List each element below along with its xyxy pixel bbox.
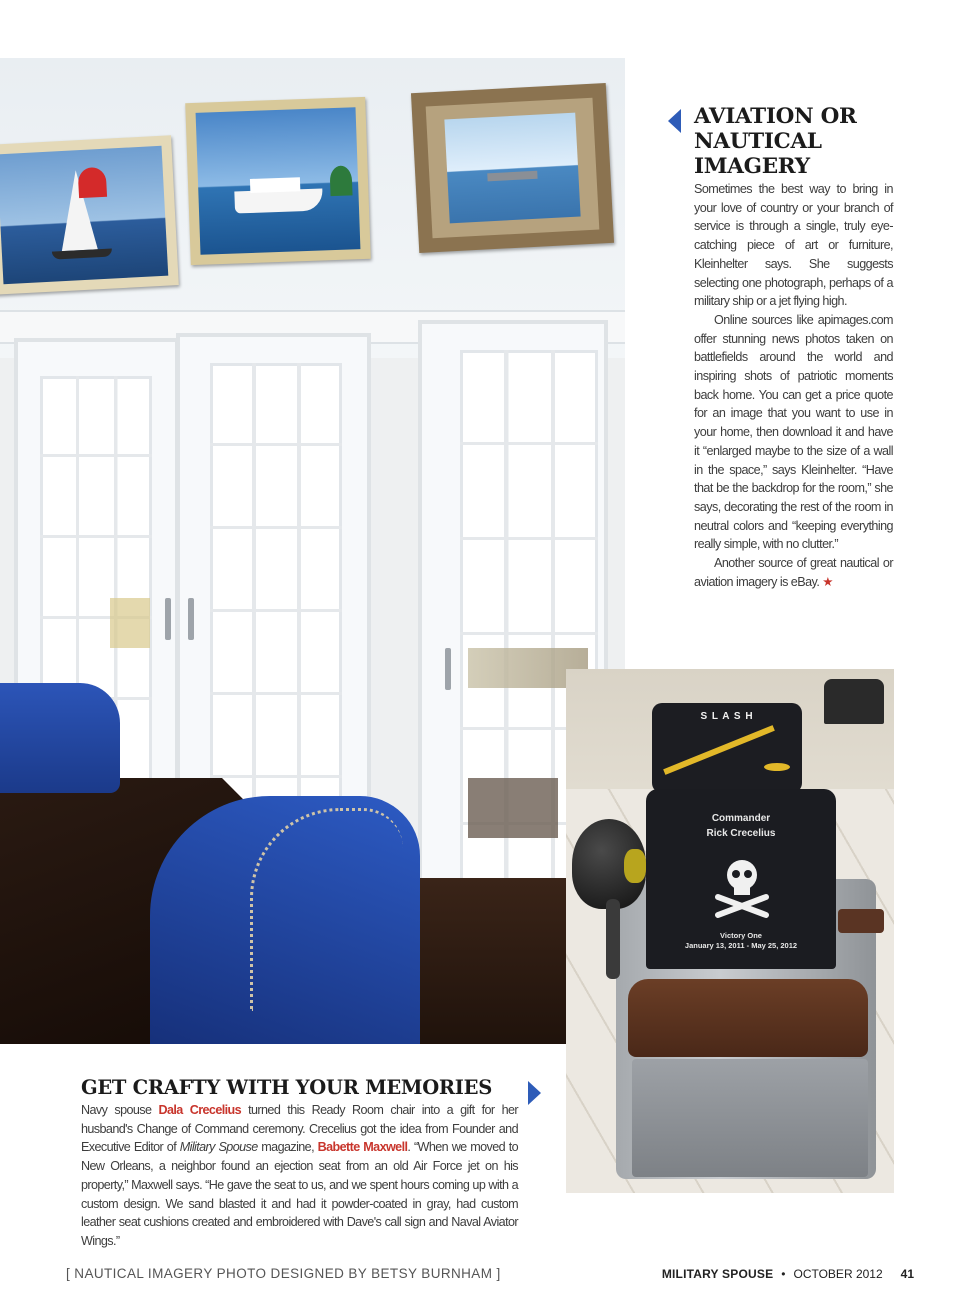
muntins — [210, 363, 342, 858]
embroidery-dates: January 13, 2011 - May 25, 2012 — [684, 941, 798, 950]
blue-chair-right — [150, 796, 420, 1044]
crafty-heading: GET CRAFTY WITH YOUR MEMORIES — [81, 1076, 492, 1099]
aviation-heading: AVIATION OR NAUTICAL IMAGERY — [694, 104, 857, 179]
nautical-interior-photo — [0, 58, 625, 1044]
ejection-seat-chair-photo — [566, 669, 894, 1193]
visor — [624, 849, 646, 883]
aviation-paragraph — [694, 554, 893, 591]
armrest — [838, 909, 884, 933]
door-handle — [188, 598, 194, 640]
magazine-title: Military Spouse — [179, 1140, 258, 1155]
aviation-paragraph: Sometimes the best way to bring in your love of country or your branch of service is through a single, truly eye-catching piece of art or furniture, Kleinhelter says. She suggests selecting one photograph, perhaps of a military ship or a jet flying high. — [694, 182, 893, 309]
aviation-last-sentence: Another source of great nautical or aviation imagery is eBay. — [694, 556, 893, 589]
embroidery-name: Rick Crecelius — [706, 828, 776, 839]
seat-base — [632, 1059, 868, 1177]
body-text: . “When we moved to New Orleans, a neighbor found an ejection seat from an old Air Force jet on his property,” Maxwell says. “He gave the seat to us, and we spent hours coming up with a custom design. We sand blasted it and had it powder-coated in gray, had custom leather seat cushions created and embroidered with Dave's call sign and Naval Aviator Wings.” — [81, 1140, 519, 1248]
highlighted-name: Babette Maxwell — [317, 1140, 408, 1155]
footer-bullet: • — [781, 1267, 786, 1281]
aviator-wings-icon — [764, 763, 790, 771]
star-icon: ★ — [822, 574, 834, 589]
embroidery-motto: Victory One — [720, 931, 762, 940]
ship-painting — [411, 83, 614, 253]
sailboat-painting — [0, 135, 179, 294]
skull-crossbones-icon — [714, 855, 770, 919]
patio-furniture — [468, 778, 558, 838]
body-text: Navy spouse — [81, 1103, 159, 1117]
body-text: turned this Ready Room chair into a gift for her husband's Change of Command ceremony. Crecelius got the idea from Founder and Executive Editor of — [81, 1103, 519, 1155]
highlighted-name: Dala Crecelius — [158, 1103, 242, 1117]
section-arrow-icon — [668, 109, 681, 133]
page-footer — [662, 1267, 914, 1281]
stripe — [663, 725, 775, 775]
body-text: magazine, — [257, 1140, 318, 1155]
bag — [824, 679, 884, 724]
door-handle — [445, 648, 451, 690]
section-arrow-icon — [528, 1081, 541, 1105]
issue-date: OCTOBER 2012 — [793, 1267, 883, 1281]
yacht-painting — [185, 97, 371, 265]
backrest — [646, 789, 836, 969]
patio-chair — [110, 598, 150, 648]
leather-seat-cushion — [628, 979, 868, 1057]
embroidery-rank: Commander — [711, 813, 771, 824]
blue-chair-left — [0, 683, 120, 793]
call-sign: S L A S H — [700, 711, 754, 722]
door-handle — [165, 598, 171, 640]
page-number: 41 — [900, 1267, 914, 1281]
headrest — [652, 703, 802, 793]
oxygen-hose — [606, 899, 620, 979]
flight-helmet — [572, 819, 646, 909]
aviation-body — [694, 180, 893, 591]
crafty-body — [81, 1101, 518, 1251]
aviation-paragraph: Online sources like apimages.com offer stunning news photos taken on battlefields around the world and inspiring shots of patriotic moments back home. You can get a price quote for an image that you want to use in your home, then download it and have it “enlarged maybe to the size of a wall in the space,” says Kleinhelter. “Have that be the backdrop for the room,” she says, decorating the rest of the room in neutral colors and “keeping everything really simple, with no clutter.” — [694, 312, 893, 552]
photo-credit: [ NAUTICAL IMAGERY PHOTO DESIGNED BY BETSY BURNHAM ] — [66, 1266, 501, 1281]
magazine-name: MILITARY SPOUSE — [661, 1267, 774, 1281]
